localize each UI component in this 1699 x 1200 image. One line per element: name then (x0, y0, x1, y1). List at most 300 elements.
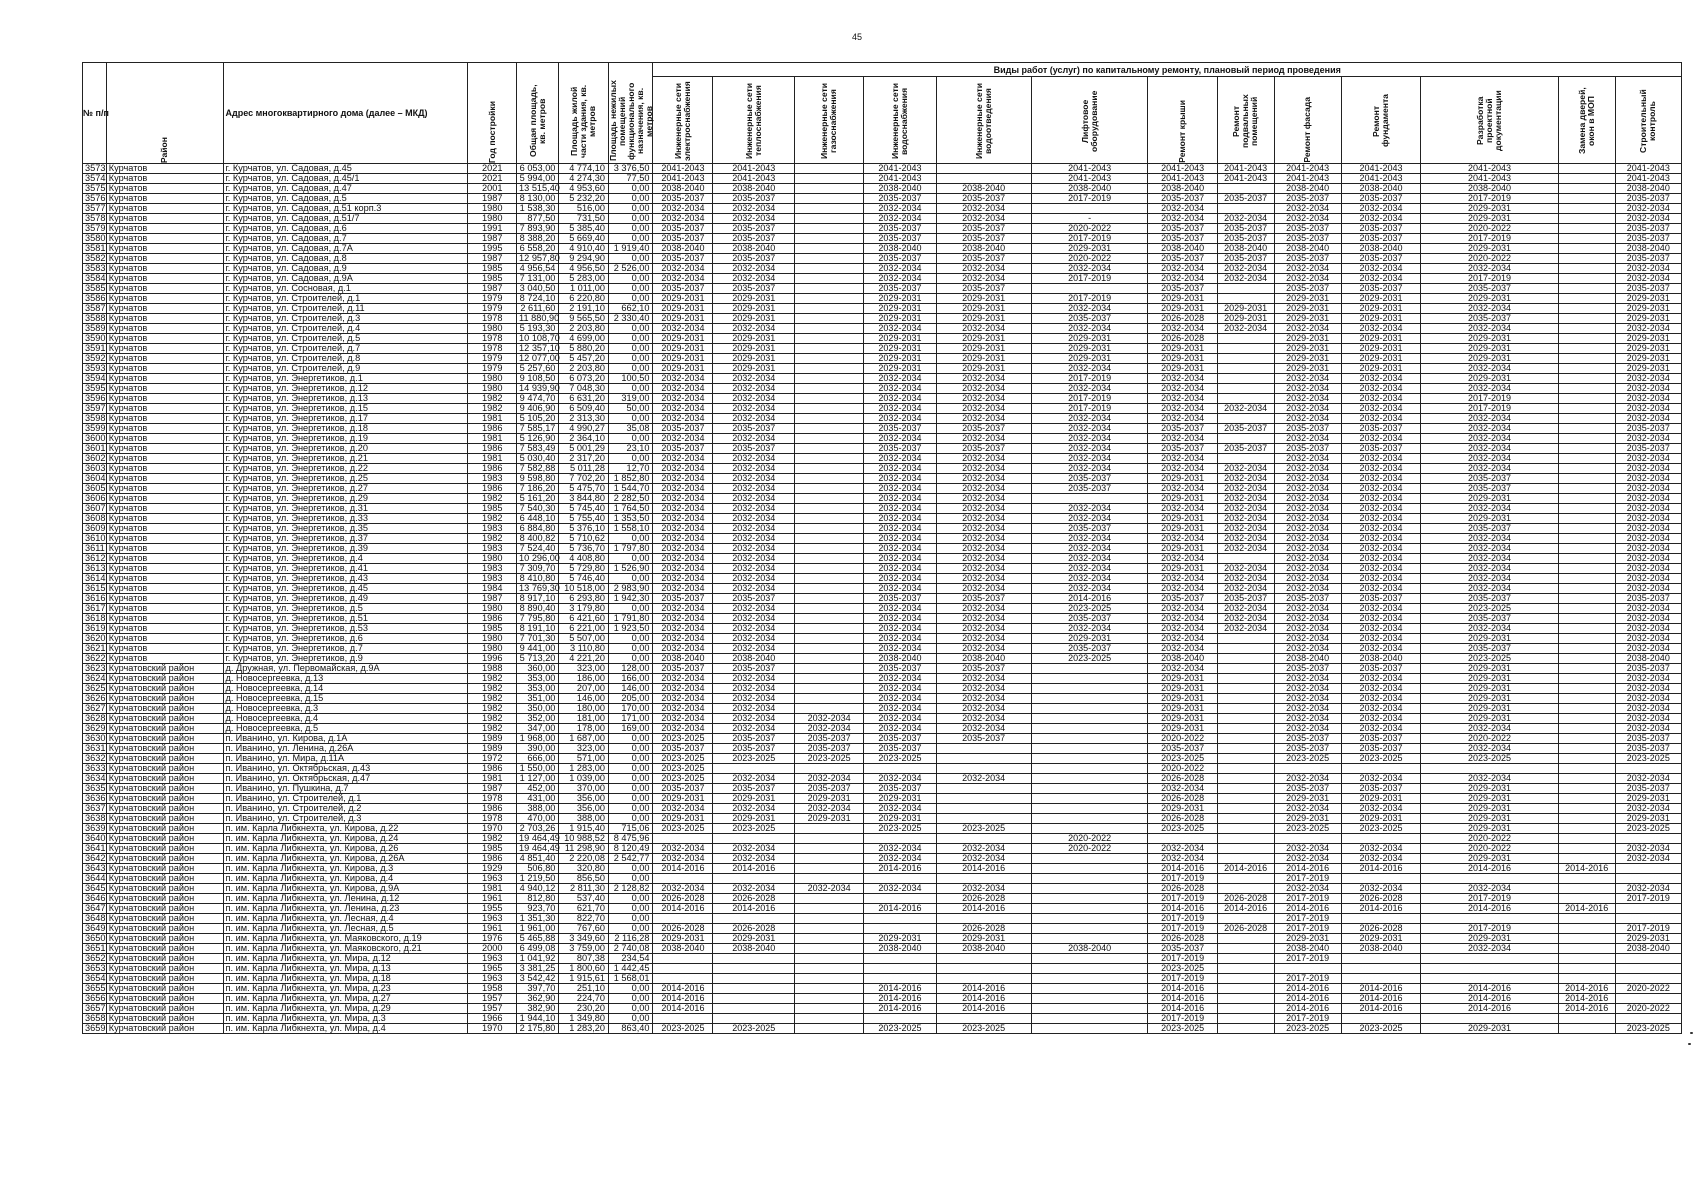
table-cell (1031, 284, 1148, 294)
table-cell: 0,00 (609, 814, 653, 824)
table-cell (1031, 684, 1148, 694)
table-cell (1031, 884, 1148, 894)
table-cell: 353,00 (517, 674, 559, 684)
table-cell: 0,00 (609, 254, 653, 264)
table-cell: 2035-2037 (1615, 284, 1681, 294)
table-cell: 2032-2034 (1421, 264, 1558, 274)
table-row (83, 404, 1682, 414)
table-cell: 3618 (83, 614, 107, 624)
table-cell: Курчатовский район (106, 834, 223, 844)
table-cell: 2032-2034 (1615, 204, 1681, 214)
table-cell: 1982 (468, 404, 517, 414)
table-cell: 2035-2037 (713, 254, 795, 264)
table-cell: 2035-2037 (1217, 424, 1274, 434)
table-cell (1031, 874, 1148, 884)
table-cell: 2035-2037 (795, 744, 864, 754)
table-cell: 2041-2043 (1615, 174, 1681, 184)
table-cell: 2032-2034 (653, 624, 713, 634)
table-cell (795, 344, 864, 354)
table-cell: 2032-2034 (1615, 844, 1681, 854)
table-row (83, 864, 1682, 874)
table-cell: 2 811,30 (559, 884, 609, 894)
table-cell: 2017-2019 (1148, 974, 1217, 984)
table-cell: 3577 (83, 204, 107, 214)
table-cell: 2038-2040 (1148, 184, 1217, 194)
table-cell: 2038-2040 (1274, 944, 1341, 954)
table-cell: 3638 (83, 814, 107, 824)
table-cell: 2032-2034 (1421, 464, 1558, 474)
table-cell: 347,00 (517, 724, 559, 734)
table-cell: 3655 (83, 984, 107, 994)
table-cell: 2032-2034 (1615, 584, 1681, 594)
table-cell: 2032-2034 (653, 484, 713, 494)
table-cell: 3575 (83, 184, 107, 194)
table-cell: 5 745,40 (559, 504, 609, 514)
table-cell: 1980 (468, 324, 517, 334)
table-cell: 2014-2016 (1421, 1004, 1558, 1014)
table-cell (1031, 814, 1148, 824)
table-cell: 2032-2034 (864, 274, 936, 284)
table-cell (1341, 974, 1421, 984)
table-cell: 2032-2034 (1217, 504, 1274, 514)
table-cell: 2023-2025 (653, 1024, 713, 1034)
table-cell (1031, 714, 1148, 724)
table-cell: 2032-2034 (1274, 604, 1341, 614)
table-cell (795, 174, 864, 184)
table-cell: г. Курчатов, ул. Энергетиков, д.18 (223, 424, 468, 434)
table-cell (1217, 964, 1274, 974)
table-cell: 2023-2025 (1274, 754, 1341, 764)
table-cell: 2032-2034 (713, 514, 795, 524)
table-cell: 2035-2037 (713, 594, 795, 604)
table-cell: 2032-2034 (713, 774, 795, 784)
table-cell: 2017-2019 (1421, 274, 1558, 284)
table-cell: 2029-2031 (1421, 354, 1558, 364)
table-cell: 3589 (83, 324, 107, 334)
table-cell: 2032-2034 (1341, 774, 1421, 784)
table-cell (1217, 334, 1274, 344)
table-cell (1558, 764, 1615, 774)
table-cell: г. Курчатов, ул. Садовая, д.9 (223, 264, 468, 274)
table-cell: 2032-2034 (864, 534, 936, 544)
table-cell (1615, 874, 1681, 884)
table-cell: 2032-2034 (1615, 274, 1681, 284)
table-cell: 2032-2034 (864, 374, 936, 384)
table-cell: 2035-2037 (1274, 234, 1341, 244)
table-cell: 3583 (83, 264, 107, 274)
table-cell: 2032-2034 (653, 214, 713, 224)
table-cell: 2038-2040 (653, 654, 713, 664)
table-cell: 2017-2019 (1031, 194, 1148, 204)
table-cell: 1 923,50 (609, 624, 653, 634)
table-cell: 3626 (83, 694, 107, 704)
table-cell: 2032-2034 (1274, 574, 1341, 584)
table-cell: 2032-2034 (653, 514, 713, 524)
table-cell: 2029-2031 (1341, 934, 1421, 944)
table-cell: г. Курчатов, ул. Энергетиков, д.7 (223, 644, 468, 654)
table-cell: 2032-2034 (936, 614, 1031, 624)
table-cell: 2041-2043 (713, 174, 795, 184)
header-cell: Строительный контроль (1615, 77, 1681, 164)
table-cell: 100,50 (609, 374, 653, 384)
table-cell: 2029-2031 (1341, 364, 1421, 374)
table-cell: 2026-2028 (713, 924, 795, 934)
table-cell: 1980 (468, 374, 517, 384)
table-cell: 6 884,80 (517, 524, 559, 534)
table-cell: 5 161,20 (517, 494, 559, 504)
table-cell: 2032-2034 (653, 584, 713, 594)
table-cell: 2029-2031 (653, 814, 713, 824)
table-cell (1421, 1014, 1558, 1024)
table-cell: 0,00 (609, 274, 653, 284)
table-cell (1341, 874, 1421, 884)
table-cell: 2032-2034 (713, 844, 795, 854)
table-cell: 356,00 (559, 794, 609, 804)
table-cell: 2032-2034 (1031, 414, 1148, 424)
table-cell: 2032-2034 (1274, 264, 1341, 274)
table-cell: 2035-2037 (1341, 594, 1421, 604)
table-cell: 1981 (468, 884, 517, 894)
table-cell (1421, 974, 1558, 984)
table-cell (1558, 524, 1615, 534)
table-cell: 5 880,20 (559, 344, 609, 354)
table-cell: 2029-2031 (653, 364, 713, 374)
table-cell: 2029-2031 (1421, 694, 1558, 704)
table-cell: 2017-2019 (1421, 404, 1558, 414)
table-cell: п. им. Карла Либкнехта, ул. Маяковского, д.21 (223, 944, 468, 954)
table-cell (795, 604, 864, 614)
table-cell: 3581 (83, 244, 107, 254)
table-cell: 2032-2034 (936, 684, 1031, 694)
table-cell: 2035-2037 (1148, 594, 1217, 604)
table-cell: 6 499,08 (517, 944, 559, 954)
table-cell: 2026-2028 (1217, 894, 1274, 904)
table-cell: 0,00 (609, 284, 653, 294)
table-cell: 2032-2034 (1615, 694, 1681, 704)
table-cell: 2035-2037 (936, 424, 1031, 434)
table-cell: 1981 (468, 454, 517, 464)
table-cell: 2032-2034 (1148, 844, 1217, 854)
table-cell: 2032-2034 (1148, 664, 1217, 674)
table-cell: 2035-2037 (795, 734, 864, 744)
table-cell: Курчатов (106, 164, 223, 174)
table-cell: 2032-2034 (1274, 414, 1341, 424)
table-cell: 2029-2031 (1148, 804, 1217, 814)
table-cell: 2035-2037 (864, 744, 936, 754)
table-cell (653, 874, 713, 884)
table-cell: 2035-2037 (1274, 784, 1341, 794)
table-cell (1031, 754, 1148, 764)
table-cell: 3 376,50 (609, 164, 653, 174)
table-cell: 2032-2034 (1341, 384, 1421, 394)
table-cell (795, 844, 864, 854)
table-cell: 1982 (468, 684, 517, 694)
table-cell (1217, 204, 1274, 214)
table-cell: 3 759,00 (559, 944, 609, 954)
table-cell: 2035-2037 (713, 234, 795, 244)
table-cell: 2035-2037 (1274, 744, 1341, 754)
table-cell: 2014-2016 (1148, 984, 1217, 994)
table-cell: 3590 (83, 334, 107, 344)
table-cell: 2029-2031 (713, 814, 795, 824)
table-cell (864, 764, 936, 774)
table-cell: 2032-2034 (864, 554, 936, 564)
table-cell: 2038-2040 (1031, 184, 1148, 194)
table-cell: п. им. Карла Либкнехта, ул. Кирова, д.24 (223, 834, 468, 844)
table-cell: г. Курчатов, ул. Строителей, д.3 (223, 314, 468, 324)
table-cell: 2035-2037 (936, 734, 1031, 744)
table-cell: 2032-2034 (936, 604, 1031, 614)
table-cell: 2032-2034 (1274, 714, 1341, 724)
table-cell: 1 919,40 (609, 244, 653, 254)
table-cell: Курчатов (106, 614, 223, 624)
table-cell: 1970 (468, 824, 517, 834)
table-cell: Курчатов (106, 174, 223, 184)
table-cell: 2032-2034 (1615, 854, 1681, 864)
table-cell: 8 388,20 (517, 234, 559, 244)
table-cell: 2017-2019 (1148, 954, 1217, 964)
table-cell: 2032-2034 (936, 214, 1031, 224)
table-cell: 4 940,12 (517, 884, 559, 894)
table-cell: 13 515,40 (517, 184, 559, 194)
table-cell: г. Курчатов, ул. Энергетиков, д.22 (223, 464, 468, 474)
table-cell: 2032-2034 (1341, 564, 1421, 574)
table-cell: Курчатовский район (106, 884, 223, 894)
table-cell: 12,70 (609, 464, 653, 474)
table-cell (653, 914, 713, 924)
table-cell: 2035-2037 (653, 664, 713, 674)
table-cell: 2032-2034 (1341, 674, 1421, 684)
table-row (83, 524, 1682, 534)
table-cell: 1 852,80 (609, 474, 653, 484)
table-cell: 2041-2043 (864, 174, 936, 184)
table-cell: 2032-2034 (713, 214, 795, 224)
table-cell: п. им. Карла Либкнехта, ул. Кирова, д.3 (223, 864, 468, 874)
table-cell: 2029-2031 (1421, 204, 1558, 214)
table-cell: 2014-2016 (1421, 864, 1558, 874)
table-cell: 2029-2031 (1031, 334, 1148, 344)
table-cell: 2032-2034 (1148, 404, 1217, 414)
table-cell: 1983 (468, 574, 517, 584)
table-cell: 2032-2034 (1148, 574, 1217, 584)
table-cell: 2032-2034 (1421, 564, 1558, 574)
table-cell: 2032-2034 (1615, 624, 1681, 634)
table-cell: 2017-2019 (1274, 894, 1341, 904)
table-cell: 5 126,90 (517, 434, 559, 444)
table-cell: 2023-2025 (653, 824, 713, 834)
table-cell: Курчатов (106, 244, 223, 254)
table-cell (1217, 784, 1274, 794)
table-cell: 2029-2031 (1421, 1024, 1558, 1034)
table-cell: 2032-2034 (1341, 514, 1421, 524)
table-cell (795, 624, 864, 634)
table-cell: 2038-2040 (653, 184, 713, 194)
table-cell (1274, 834, 1341, 844)
table-cell: 2035-2037 (653, 784, 713, 794)
table-cell: 2017-2019 (1031, 274, 1148, 284)
table-cell: 1958 (468, 984, 517, 994)
table-cell: Курчатов (106, 364, 223, 374)
table-cell: г. Курчатов, ул. Энергетиков, д.5 (223, 604, 468, 614)
table-cell: 2038-2040 (1341, 184, 1421, 194)
table-cell: 2029-2031 (1341, 344, 1421, 354)
header-cell: Инженерные сети водоснабжения (864, 77, 936, 164)
table-cell: 1986 (468, 804, 517, 814)
table-cell: 3608 (83, 514, 107, 524)
table-row (83, 414, 1682, 424)
table-cell: 2014-2016 (1558, 984, 1615, 994)
table-cell: 2020-2022 (1421, 224, 1558, 234)
table-cell: 2038-2040 (653, 944, 713, 954)
table-cell: 2014-2016 (1217, 904, 1274, 914)
table-cell: 1978 (468, 814, 517, 824)
table-cell: 2014-2016 (1274, 1004, 1341, 1014)
table-cell (795, 914, 864, 924)
table-cell: 2032-2034 (653, 434, 713, 444)
table-cell: 2029-2031 (1148, 364, 1217, 374)
table-cell: 3648 (83, 914, 107, 924)
table-cell: 2032-2034 (936, 504, 1031, 514)
table-cell: 662,10 (609, 304, 653, 314)
table-cell: 1 283,00 (559, 764, 609, 774)
table-cell: 1 915,40 (559, 824, 609, 834)
table-cell: 2029-2031 (936, 334, 1031, 344)
table-cell: 2029-2031 (1031, 634, 1148, 644)
table-cell: Курчатов (106, 574, 223, 584)
table-cell: 2032-2034 (1615, 394, 1681, 404)
table-cell: 2032-2034 (1274, 394, 1341, 404)
table-cell: 2029-2031 (1421, 514, 1558, 524)
table-cell (795, 404, 864, 414)
table-cell: 3635 (83, 784, 107, 794)
table-cell: 2032-2034 (713, 274, 795, 284)
table-row (83, 1024, 1682, 1034)
table-cell: 2032-2034 (936, 884, 1031, 894)
table-cell: 2029-2031 (864, 814, 936, 824)
table-cell: 0,00 (609, 604, 653, 614)
table-row (83, 324, 1682, 334)
table-cell (1031, 994, 1148, 1004)
table-row (83, 364, 1682, 374)
page-number: 45 (852, 32, 863, 42)
table-cell: д. Новосергеевка, д.3 (223, 704, 468, 714)
table-cell: 1985 (468, 624, 517, 634)
table-cell: 2032-2034 (1217, 564, 1274, 574)
table-cell: 1965 (468, 964, 517, 974)
table-cell: 2032-2034 (1274, 704, 1341, 714)
table-cell: Курчатовский район (106, 1014, 223, 1024)
table-cell (653, 964, 713, 974)
table-cell: Курчатовский район (106, 894, 223, 904)
table-cell: 2029-2031 (1274, 344, 1341, 354)
table-cell: 2023-2025 (864, 754, 936, 764)
table-cell: 2020-2022 (1031, 254, 1148, 264)
table-cell: 2032-2034 (1217, 624, 1274, 634)
table-cell: 0,00 (609, 784, 653, 794)
table-cell (795, 244, 864, 254)
table-cell (1615, 974, 1681, 984)
table-cell: 5 729,80 (559, 564, 609, 574)
table-cell: 2029-2031 (1148, 704, 1217, 714)
table-cell: 3599 (83, 424, 107, 434)
table-cell: 2029-2031 (653, 314, 713, 324)
table-cell: 2035-2037 (864, 664, 936, 674)
header-cell: Ремонт подвальных помещений (1217, 77, 1274, 164)
table-cell: 2029-2031 (1615, 294, 1681, 304)
table-cell: 2032-2034 (1217, 574, 1274, 584)
table-row (83, 774, 1682, 784)
table-row (83, 434, 1682, 444)
table-cell: Курчатов (106, 444, 223, 454)
table-cell (1217, 364, 1274, 374)
table-cell: 2017-2019 (1148, 894, 1217, 904)
table-cell: Курчатовский район (106, 704, 223, 714)
table-cell: 2041-2043 (1148, 164, 1217, 174)
table-cell (936, 804, 1031, 814)
table-cell: п. Иванино, ул. Строителей, д.1 (223, 794, 468, 804)
table-cell (1341, 764, 1421, 774)
table-cell (795, 314, 864, 324)
table-cell: 382,90 (517, 1004, 559, 1014)
table-cell: Курчатов (106, 564, 223, 574)
table-cell (1558, 354, 1615, 364)
table-cell: 1963 (468, 974, 517, 984)
table-cell: 2038-2040 (936, 654, 1031, 664)
table-cell: 2035-2037 (1341, 194, 1421, 204)
table-cell: Курчатовский район (106, 794, 223, 804)
table-cell: 1 568,01 (609, 974, 653, 984)
table-cell: 2041-2043 (1217, 164, 1274, 174)
table-cell: 2032-2034 (936, 714, 1031, 724)
table-cell: 2032-2034 (1031, 324, 1148, 334)
table-cell (1558, 654, 1615, 664)
table-cell: 1 800,60 (559, 964, 609, 974)
table-cell (1148, 834, 1217, 844)
table-row (83, 634, 1682, 644)
table-cell (1558, 344, 1615, 354)
table-cell: 2032-2034 (1274, 204, 1341, 214)
table-cell: 2032-2034 (795, 884, 864, 894)
table-cell: 2032-2034 (864, 394, 936, 404)
table-cell: 431,00 (517, 794, 559, 804)
table-cell: 2014-2016 (1421, 904, 1558, 914)
table-cell: 2029-2031 (1031, 354, 1148, 364)
table-cell (1558, 664, 1615, 674)
table-row (83, 534, 1682, 544)
table-cell: г. Курчатов, ул. Энергетиков, д.17 (223, 414, 468, 424)
table-cell: 2029-2031 (1421, 344, 1558, 354)
table-cell: 2032-2034 (864, 264, 936, 274)
table-cell: 2026-2028 (1148, 314, 1217, 324)
table-cell (795, 964, 864, 974)
table-cell: 2014-2016 (864, 1004, 936, 1014)
table-cell: 2032-2034 (1031, 444, 1148, 454)
table-cell: 2032-2034 (1421, 584, 1558, 594)
table-row (83, 644, 1682, 654)
table-cell: 0,00 (609, 994, 653, 1004)
table-cell: Курчатов (106, 274, 223, 284)
table-row (83, 604, 1682, 614)
table-row (83, 844, 1682, 854)
table-cell: Курчатов (106, 314, 223, 324)
table-cell: 2041-2043 (1031, 164, 1148, 174)
table-cell: 2032-2034 (936, 674, 1031, 684)
table-cell: 2032-2034 (653, 674, 713, 684)
table-cell: 207,00 (559, 684, 609, 694)
table-cell: 1980 (468, 644, 517, 654)
table-cell: 4 221,20 (559, 654, 609, 664)
table-cell (1341, 964, 1421, 974)
